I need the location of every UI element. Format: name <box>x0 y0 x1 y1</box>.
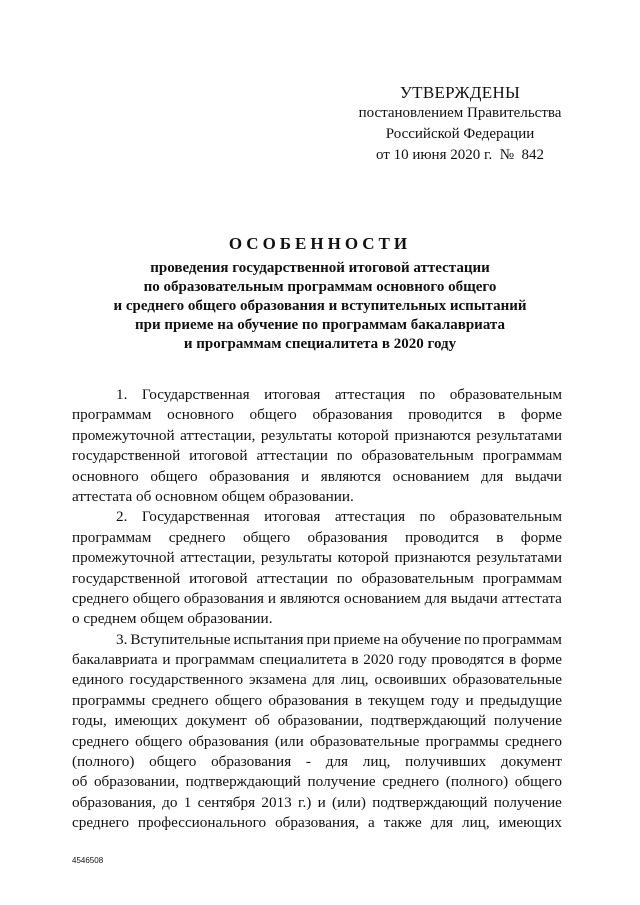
body-word: среднего <box>72 589 129 607</box>
body-word: программам <box>72 528 152 546</box>
body-word: образовательным <box>449 508 562 526</box>
body-word: и <box>465 691 474 709</box>
body-word: государственной <box>72 569 181 587</box>
document-subtitle <box>80 259 560 354</box>
body-line <box>72 732 562 752</box>
body-word: получивших <box>405 753 487 771</box>
body-word: аттестация <box>334 508 406 526</box>
body-line: аттестата об основном общем образовании. <box>72 487 354 505</box>
body-word: лиц, <box>362 753 391 771</box>
body-word: в <box>496 528 504 546</box>
body-word: образовательные <box>452 671 562 689</box>
body-line <box>72 813 562 833</box>
body-word: аттестации <box>256 569 328 587</box>
body-line <box>72 630 562 650</box>
approval-line: Российской Федерации <box>385 126 535 142</box>
body-word: результаты <box>260 426 332 444</box>
body-word: выдачи <box>514 467 562 485</box>
body-word: 3. <box>116 630 128 648</box>
body-word: программам <box>175 651 255 669</box>
body-line <box>72 589 562 609</box>
body-word: промежуточной <box>72 549 175 567</box>
body-word: образовательным <box>361 569 474 587</box>
body-word: об <box>254 712 270 730</box>
body-word: общего <box>214 691 263 709</box>
body-word: экзамена <box>249 671 307 689</box>
document-title: ОСОБЕННОСТИ <box>228 234 412 253</box>
body-line <box>72 793 562 813</box>
body-line <box>72 772 562 792</box>
body-word: подтверждающий <box>185 773 301 791</box>
body-word: обучение <box>401 630 461 648</box>
body-word: получение <box>493 793 562 811</box>
body-word: по <box>463 630 480 648</box>
approval-block <box>335 82 585 166</box>
body-word: документ <box>185 712 247 730</box>
body-word: итоговая <box>264 386 321 403</box>
body-word: 2020 <box>363 651 394 669</box>
body-word: программы <box>425 732 499 750</box>
body-word: образования <box>268 691 349 709</box>
body-word: 2. <box>116 508 128 526</box>
body-word: результатами <box>476 426 562 444</box>
body-word: годы, <box>72 712 107 730</box>
body-word: для <box>325 753 349 771</box>
body-word: Вступительные <box>130 630 231 648</box>
body-word: итоговой <box>189 447 248 465</box>
body-word: для <box>312 671 335 689</box>
body-word: специалитета <box>259 651 347 669</box>
body-word: общего <box>149 753 197 771</box>
body-word: (или <box>274 732 304 750</box>
body-word: по <box>336 447 353 465</box>
body-word: результаты <box>260 549 332 567</box>
body-word: имеющих <box>114 712 178 730</box>
body-word: общего <box>249 406 297 424</box>
body-word: в <box>351 651 359 669</box>
body-word: сентября <box>197 793 256 811</box>
body-word: для <box>430 814 454 832</box>
body-word: профессионального <box>137 814 267 832</box>
document-code: 4546508 <box>72 856 104 865</box>
body-word: проводятся <box>431 651 505 669</box>
body-word: программы <box>72 691 146 709</box>
document-body <box>72 385 562 834</box>
body-word: 1. <box>116 386 128 403</box>
body-word: бакалавриата <box>72 651 158 669</box>
body-word: по <box>419 508 436 526</box>
body-word: текущем <box>368 691 425 709</box>
body-word: году <box>398 651 427 669</box>
body-word: по <box>419 386 436 403</box>
body-line <box>72 446 562 466</box>
body-word: признаются <box>394 549 471 567</box>
body-word: документ <box>500 753 562 771</box>
body-word: основанием <box>343 589 421 607</box>
body-word: образовании, <box>93 773 179 791</box>
body-word: основного <box>167 406 234 424</box>
body-word: программам <box>72 406 152 424</box>
body-word: проводится <box>408 406 483 424</box>
subtitle-line: и среднего общего образования и вступительных испытаний <box>113 298 527 314</box>
body-word: образования <box>312 406 393 424</box>
body-word: единого <box>72 671 124 689</box>
body-word: аттестации, <box>180 549 256 567</box>
body-word: и <box>300 467 310 485</box>
body-word: среднего <box>151 691 209 709</box>
body-word: образования <box>307 528 388 546</box>
body-word: форме <box>520 651 562 669</box>
body-word: общего <box>514 773 562 791</box>
body-word: аттестата <box>501 589 562 607</box>
body-word: лиц, <box>462 814 490 832</box>
body-word: для <box>480 467 504 485</box>
body-word: образования, <box>72 793 156 811</box>
body-word: государственной <box>72 447 181 465</box>
body-word: программам <box>482 447 562 465</box>
body-word: которой <box>337 549 389 567</box>
body-word: Государственная <box>141 386 250 403</box>
body-word: общего <box>242 528 291 546</box>
body-word: среднего <box>382 773 440 791</box>
body-line <box>72 711 562 731</box>
body-word: - <box>305 753 311 771</box>
body-word: являются <box>320 467 381 485</box>
body-word: среднего <box>505 732 562 750</box>
body-word: для <box>424 589 447 607</box>
body-word: и <box>267 589 277 607</box>
body-word: Государственная <box>141 508 250 526</box>
body-word: году <box>430 691 460 709</box>
body-line <box>72 507 562 527</box>
approval-date-number: от 10 июня 2020 г. № 842 <box>375 147 545 163</box>
body-word: общего <box>132 589 180 607</box>
subtitle-line: по образовательным программам основного общего <box>143 279 497 295</box>
body-word: государственного <box>129 671 244 689</box>
body-word: предыдущие <box>479 691 562 709</box>
body-word: (полного) <box>72 753 135 771</box>
body-word: в <box>354 691 362 709</box>
body-word: промежуточной <box>72 426 175 444</box>
body-word: г.) <box>298 793 312 811</box>
body-word: аттестации <box>256 447 328 465</box>
body-word: подтверждающий <box>370 712 487 730</box>
body-word: образования <box>209 467 290 485</box>
body-word: 2013 <box>261 793 292 811</box>
body-word: программам <box>482 569 562 587</box>
body-word: имеющих <box>498 814 562 832</box>
body-line <box>72 405 562 425</box>
body-word: которой <box>337 426 389 444</box>
body-word: образования <box>188 732 269 750</box>
subtitle-line: проведения государственной итоговой аттестации <box>150 260 490 276</box>
body-word: общего <box>150 467 198 485</box>
body-word: при <box>306 630 331 648</box>
body-word: образования, <box>275 814 359 832</box>
body-line <box>72 670 562 690</box>
body-word: проводится <box>404 528 479 546</box>
body-word: получение <box>307 773 376 791</box>
body-word: до <box>162 793 178 811</box>
body-word: и <box>317 793 326 811</box>
body-word: основного <box>72 467 139 485</box>
body-line <box>72 385 562 405</box>
approval-line: постановлением Правительства <box>358 105 562 121</box>
body-word: приеме <box>333 630 381 648</box>
approval-heading: УТВЕРЖДЕНЫ <box>399 83 521 102</box>
body-word: (полного) <box>445 773 509 791</box>
body-word: форме <box>520 528 562 546</box>
body-word: в <box>497 406 506 424</box>
body-word: 1 <box>183 793 192 811</box>
body-word: (или) <box>332 793 366 811</box>
body-word: подтверждающий <box>372 793 488 811</box>
body-line <box>72 426 562 446</box>
body-word: в <box>508 651 517 669</box>
body-word: испытания <box>233 630 304 648</box>
body-word: итоговая <box>264 508 321 526</box>
body-word: аттестация <box>334 386 406 403</box>
body-word: и <box>162 651 171 669</box>
body-line <box>72 650 562 670</box>
body-word: программам <box>482 630 562 648</box>
body-word: форме <box>520 406 562 424</box>
body-word: образовательные <box>309 732 420 750</box>
body-line <box>72 528 562 548</box>
body-word: среднего <box>72 732 129 750</box>
body-line: о среднем общем образовании. <box>72 610 273 628</box>
body-line <box>72 467 562 487</box>
body-line <box>72 691 562 711</box>
body-word: образования <box>183 589 264 607</box>
body-word: основанием <box>392 467 470 485</box>
body-word: итоговой <box>189 569 248 587</box>
subtitle-line: и программам специалитета в 2020 году <box>183 336 457 352</box>
body-word: образовательным <box>449 386 562 403</box>
body-word: на <box>383 630 399 648</box>
subtitle-line: при приеме на обучение по программам бакалавриата <box>135 317 505 333</box>
body-word: освоивших <box>374 671 447 689</box>
body-word: образовательным <box>361 447 474 465</box>
body-word: аттестации, <box>180 426 256 444</box>
body-word: получение <box>493 712 562 730</box>
body-word: лиц, <box>340 671 369 689</box>
body-word: образовании, <box>277 712 363 730</box>
body-word: образования <box>211 753 292 771</box>
body-word: среднего <box>72 814 129 832</box>
body-word: являются <box>279 589 341 607</box>
body-word: признаются <box>394 426 471 444</box>
body-line <box>72 752 562 772</box>
body-word: выдачи <box>450 589 498 607</box>
body-line <box>72 569 562 589</box>
body-line <box>72 548 562 568</box>
body-word: по <box>336 569 353 587</box>
body-word: результатами <box>476 549 562 567</box>
body-word: об <box>72 773 88 791</box>
body-word: общего <box>135 732 183 750</box>
body-word: также <box>383 814 422 832</box>
body-word: среднего <box>168 528 226 546</box>
body-word: а <box>368 814 375 832</box>
